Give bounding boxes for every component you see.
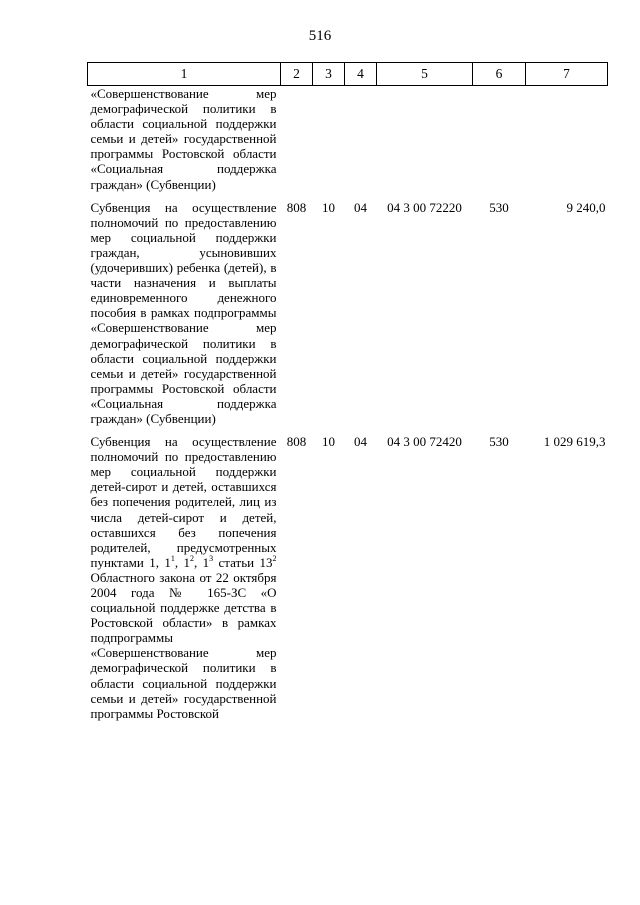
row-expense-type: 530: [489, 434, 509, 450]
header-row: [88, 63, 608, 86]
row-target-code: 04 3 00 72420: [387, 434, 462, 450]
header-col-2: 2: [281, 63, 313, 86]
desc-text: , 1: [194, 554, 210, 570]
budget-table: [87, 62, 608, 721]
row-spacer: [88, 192, 608, 200]
row-expense-type: 530: [489, 199, 509, 215]
header-col-4: 4: [345, 63, 377, 86]
row-amount: [526, 86, 608, 192]
row-section-code: [313, 86, 345, 192]
row-spacer: [88, 426, 608, 434]
row-description: «Совершенствование мер демографической политики в области социальной поддержки семьи и детей» государственной программы Ростовской области «Социальная поддержка граждан» (Субвенции): [90, 86, 277, 192]
desc-text: , 1: [174, 554, 190, 570]
row-amount: 9 240,0: [566, 199, 606, 215]
desc-text-before: Субвенция на осуществление полномочий по предоставлению мер социальной поддержки детей-сирот и детей, оставшихся без попечения родителей, лиц из числа детей-сирот и детей, оставшихся без попечения родителей, предусмотренных пунктами 1, 1: [90, 434, 277, 570]
row-expense-type: [473, 86, 526, 192]
header-col-5: 5: [377, 63, 473, 86]
desc-superscript: 2: [272, 553, 277, 563]
table-row: [88, 434, 608, 721]
row-ministry-code: 808: [286, 199, 307, 215]
row-description: [88, 434, 281, 721]
desc-text: статьи 13: [213, 554, 273, 570]
row-subsection-code: 04: [354, 434, 367, 450]
row-amount: 1 029 619,3: [543, 434, 606, 450]
row-target-code: 04 3 00 72220: [387, 199, 462, 215]
page-number: 516: [308, 28, 332, 44]
desc-text-after: Областного закона от 22 октября 2004 года № 165-ЗС «О социальной поддержке детства в Ростовской области» в рамках подпрограммы «Совершенствование мер демографической политики в области социальной поддержки семьи и детей» государственной программы Ростовской: [90, 569, 277, 721]
header-col-3: 3: [313, 63, 345, 86]
row-ministry-code: [281, 86, 313, 192]
desc-superscript: 2: [190, 553, 194, 563]
row-ministry-code: 808: [286, 434, 307, 450]
desc-superscript: 1: [170, 553, 175, 563]
desc-superscript: 3: [209, 553, 214, 563]
header-col-7: 7: [526, 63, 608, 86]
row-subsection-code: [345, 86, 377, 192]
table-row: [88, 86, 608, 192]
row-section-code: 10: [322, 199, 335, 215]
row-subsection-code: 04: [354, 199, 367, 215]
table-row: [88, 200, 608, 426]
header-col-1: 1: [88, 63, 281, 86]
row-target-code: [377, 86, 473, 192]
row-section-code: 10: [322, 434, 335, 450]
header-col-6: 6: [473, 63, 526, 86]
row-description: Субвенция на осуществление полномочий по предоставлению мер социальной поддержки граждан, усыновивших (удочеривших) ребенка (детей), в части назначения и выплаты единовременного денежного пособия в рамках подпрограммы «Совершенствование мер демографической политики в области социальной поддержки семьи и детей» государственной программы Ростовской области «Социальная поддержка граждан» (Субвенции): [90, 199, 277, 426]
